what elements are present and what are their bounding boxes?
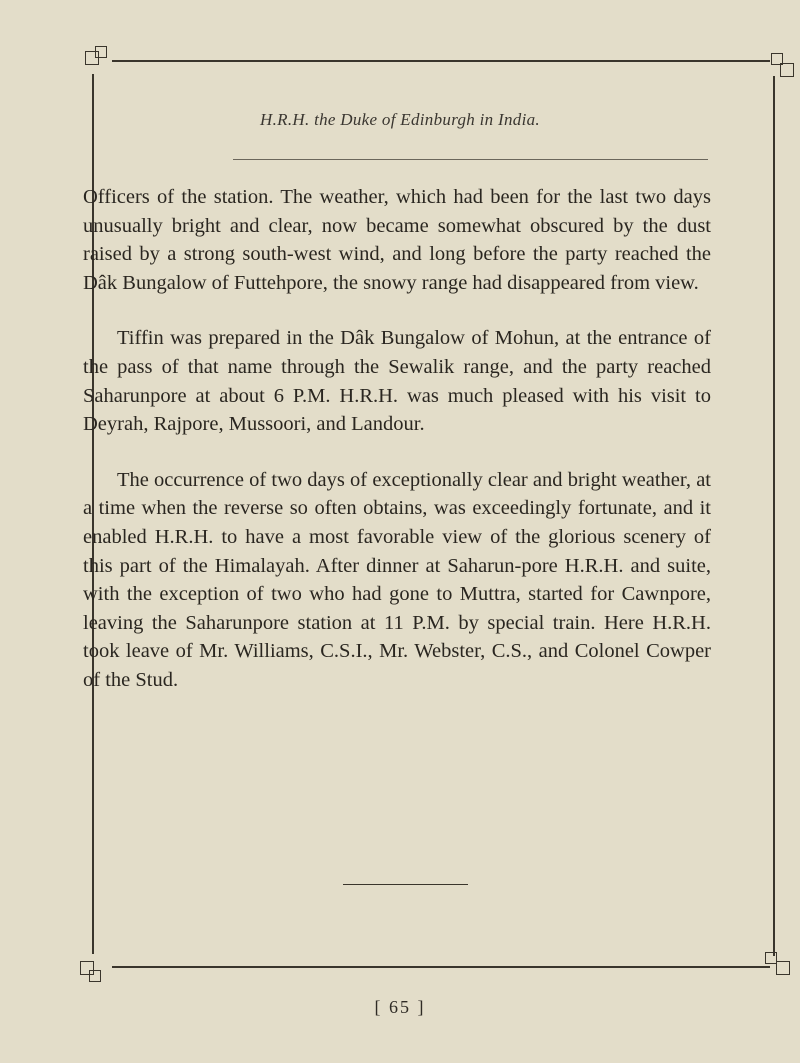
paragraph-3: The occurrence of two days of exceptionally clear and bright weather, at a time when the reverse so often obtains, was exceedingly fortunate, and it enabled H.R.H. to have a most favorable view of the glorious scenery of this part of the Himalayah. After dinner at Saharun-pore H.R.H. and suite, with the exception of two who had gone to Muttra, started for Cawnpore, leaving the Saharunpore station at 11 P.M. by special train. Here H.R.H. took leave of Mr. Williams, C.S.I., Mr. Webster, C.S., and Colonel Cowper of the Stud. <box>83 468 711 691</box>
corner-ornament-bottom-left-inner <box>89 970 101 982</box>
paragraph-2: Tiffin was prepared in the Dâk Bungalow of Mohun, at the entrance of the pass of that name through the Sewalik range, and the party reached Saharunpore at about 6 P.M. H.R.H. was much pleased with his visit to Deyrah, Rajpore, Mussoori, and Landour. <box>83 327 711 436</box>
body-text <box>83 183 711 695</box>
corner-ornament-top-right <box>780 63 794 77</box>
end-rule <box>343 884 468 885</box>
frame-top-line <box>112 60 770 62</box>
corner-ornament-bottom-right-inner <box>765 952 777 964</box>
corner-ornament-bottom-right <box>776 961 790 975</box>
header-rule <box>233 159 708 160</box>
frame-right-line <box>773 76 775 956</box>
frame-bottom-line <box>112 966 770 968</box>
corner-ornament-top-left-inner <box>95 46 107 58</box>
corner-ornament-top-right-inner <box>771 53 783 65</box>
paragraph-1: Officers of the station. The weather, which had been for the last two days unusually bright and clear, now became somewhat obscured by the dust raised by a strong south-west wind, and long before the party reached the Dâk Bungalow of Futtehpore, the snowy range had disappeared from view. <box>83 186 711 294</box>
page-number: [ 65 ] <box>374 997 426 1017</box>
running-head: H.R.H. the Duke of Edinburgh in India. <box>260 110 540 129</box>
